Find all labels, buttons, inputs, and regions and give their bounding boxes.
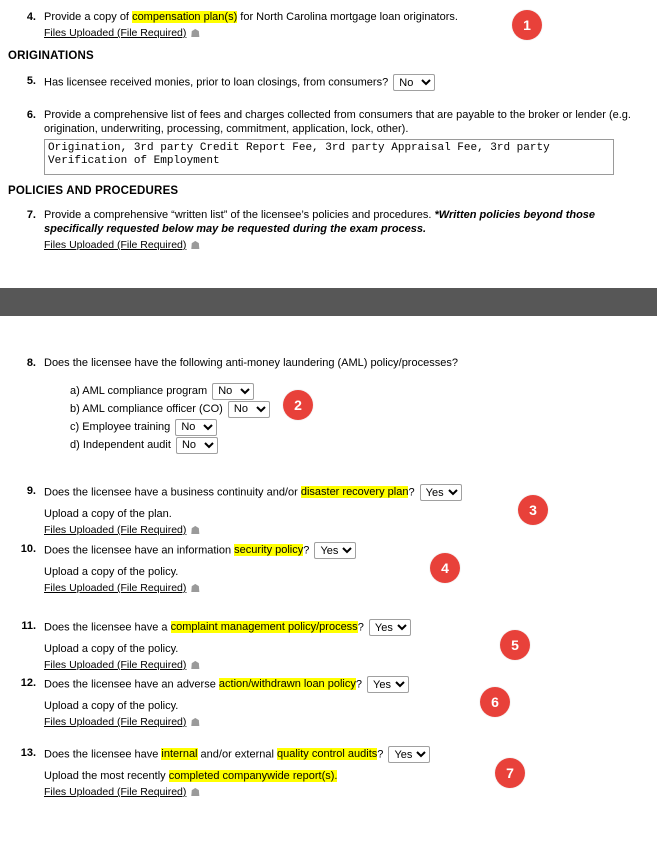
- question-9-upload-text: Upload a copy of the plan.: [44, 508, 172, 520]
- question-10-files-link[interactable]: Files Uploaded (File Required): [44, 582, 187, 594]
- question-6-text: Provide a comprehensive list of fees and charges collected from consumers that are payable to the broker or lender (e.g. origination, underwriting, processing, commitment, application, lock, other).: [44, 109, 631, 135]
- question-7: [18, 208, 628, 253]
- section-heading-policies: POLICIES AND PROCEDURES: [8, 185, 179, 197]
- question-4-files-row: [44, 26, 518, 41]
- question-12-text-before: Does the licensee have an adverse: [44, 678, 219, 691]
- question-7-text-italic: *Written policies beyond those specifically requested below may be requested during the exam process.: [44, 209, 596, 235]
- question-4-text-after: for North Carolina mortgage loan originators.: [237, 11, 458, 23]
- question-11-text-before: Does the licensee have a: [44, 621, 171, 634]
- question-11-select[interactable]: [369, 619, 411, 636]
- question-9-number: 9.: [26, 485, 36, 497]
- question-10-highlight: security policy: [234, 544, 304, 557]
- question-4-body: [44, 10, 518, 41]
- question-13-highlight-2: quality control audits: [277, 748, 378, 761]
- question-11-highlight: complaint management policy/process: [170, 621, 358, 634]
- question-10-number: 10.: [20, 543, 36, 555]
- question-9-select[interactable]: [420, 484, 462, 501]
- form-panel-bottom: [0, 316, 657, 844]
- upload-icon[interactable]: ☗: [190, 583, 201, 595]
- question-13-upload-highlight: completed companywide report(s).: [168, 770, 338, 782]
- question-9: [18, 484, 578, 538]
- section-heading-originations: ORIGINATIONS: [8, 50, 94, 62]
- question-6-answer-textarea[interactable]: [44, 139, 614, 175]
- question-8-item-c: [44, 418, 578, 436]
- question-10-text-after: ?: [303, 544, 310, 557]
- question-13-text-mid: and/or external: [197, 748, 277, 761]
- question-5-number: 5.: [26, 75, 36, 87]
- question-4-number: 4.: [26, 11, 36, 23]
- question-5-select[interactable]: [393, 74, 435, 91]
- question-8-item-c-select[interactable]: [175, 419, 217, 436]
- upload-icon[interactable]: ☗: [190, 525, 201, 537]
- question-7-text: Provide a comprehensive “written list” of the licensee’s policies and procedures.: [44, 209, 435, 221]
- question-12-number: 12.: [20, 677, 36, 689]
- question-11: [12, 619, 572, 673]
- question-9-files-row: [44, 523, 578, 538]
- question-13-highlight-1: internal: [161, 748, 198, 761]
- question-5-text: Has licensee received monies, prior to loan closings, from consumers?: [44, 76, 389, 89]
- upload-icon[interactable]: ☗: [190, 28, 201, 40]
- upload-icon[interactable]: ☗: [190, 240, 201, 252]
- upload-icon[interactable]: ☗: [190, 787, 201, 799]
- question-12-select[interactable]: [367, 676, 409, 693]
- question-13-upload-text-before: Upload the most recently: [44, 770, 169, 782]
- question-5-body: [44, 74, 538, 91]
- question-10-files-row: [44, 581, 572, 596]
- annotation-badge-1: 1: [512, 10, 542, 40]
- question-10-text-before: Does the licensee have an information: [44, 544, 235, 557]
- question-4: [18, 10, 518, 41]
- question-13-number: 13.: [20, 747, 36, 759]
- question-8-number: 8.: [26, 357, 36, 369]
- question-9-highlight: disaster recovery plan: [300, 486, 409, 499]
- question-8-item-d-select[interactable]: [176, 437, 218, 454]
- question-12-text-after: ?: [355, 678, 362, 691]
- question-8-item-b-label: b) AML compliance officer (CO): [70, 403, 223, 415]
- upload-icon[interactable]: ☗: [190, 717, 201, 729]
- question-12-upload-text: Upload a copy of the policy.: [44, 700, 179, 712]
- question-13-text-after: ?: [377, 748, 384, 761]
- annotation-badge-7: 7: [495, 758, 525, 788]
- question-7-files-link[interactable]: Files Uploaded (File Required): [44, 239, 187, 251]
- question-6-body: [44, 108, 633, 179]
- question-8-text: Does the licensee have the following anti-money laundering (AML) policy/processes?: [44, 357, 458, 369]
- question-8-item-a-select[interactable]: [212, 383, 254, 400]
- question-13-files-link[interactable]: Files Uploaded (File Required): [44, 786, 187, 798]
- annotation-badge-2: 2: [283, 390, 313, 420]
- question-10: [12, 542, 572, 596]
- question-8-item-a-label: a) AML compliance program: [70, 385, 208, 397]
- question-9-files-link[interactable]: Files Uploaded (File Required): [44, 524, 187, 536]
- question-12-highlight: action/withdrawn loan policy: [218, 678, 356, 691]
- question-12-files-row: [44, 715, 572, 730]
- question-11-text-after: ?: [357, 621, 364, 634]
- question-11-number: 11.: [21, 620, 36, 632]
- question-11-body: [44, 619, 572, 673]
- question-13-select[interactable]: [388, 746, 430, 763]
- question-4-files-link[interactable]: Files Uploaded (File Required): [44, 27, 187, 39]
- question-13-files-row: [44, 785, 582, 800]
- question-5: [18, 74, 538, 91]
- upload-icon[interactable]: ☗: [190, 660, 201, 672]
- question-8-item-c-label: c) Employee training: [70, 421, 171, 433]
- question-7-files-row: [44, 238, 628, 253]
- question-9-text-after: ?: [408, 486, 415, 499]
- question-7-body: [44, 208, 628, 253]
- question-11-upload-text: Upload a copy of the policy.: [44, 643, 179, 655]
- annotation-badge-3: 3: [518, 495, 548, 525]
- question-10-select[interactable]: [314, 542, 356, 559]
- annotation-badge-4: 4: [430, 553, 460, 583]
- question-8-item-b-select[interactable]: [228, 401, 270, 418]
- question-13-text-before: Does the licensee have: [44, 748, 162, 761]
- annotation-badge-6: 6: [480, 687, 510, 717]
- question-6-number: 6.: [26, 109, 36, 121]
- question-10-upload-text: Upload a copy of the policy.: [44, 566, 179, 578]
- question-4-text-before: Provide a copy of: [44, 11, 133, 23]
- question-6: [18, 108, 633, 179]
- annotation-badge-5: 5: [500, 630, 530, 660]
- panel-divider: [0, 288, 657, 316]
- form-panel-top: [0, 0, 657, 288]
- question-8-item-d: [44, 436, 578, 454]
- question-11-files-row: [44, 658, 572, 673]
- question-10-body: [44, 542, 572, 596]
- question-11-files-link[interactable]: Files Uploaded (File Required): [44, 659, 187, 671]
- question-12-files-link[interactable]: Files Uploaded (File Required): [44, 716, 187, 728]
- question-7-number: 7.: [26, 209, 36, 221]
- question-9-text-before: Does the licensee have a business continuity and/or: [44, 486, 301, 499]
- question-8-item-d-label: d) Independent audit: [70, 439, 171, 451]
- question-9-body: [44, 484, 578, 538]
- question-4-highlight: compensation plan(s): [132, 11, 238, 23]
